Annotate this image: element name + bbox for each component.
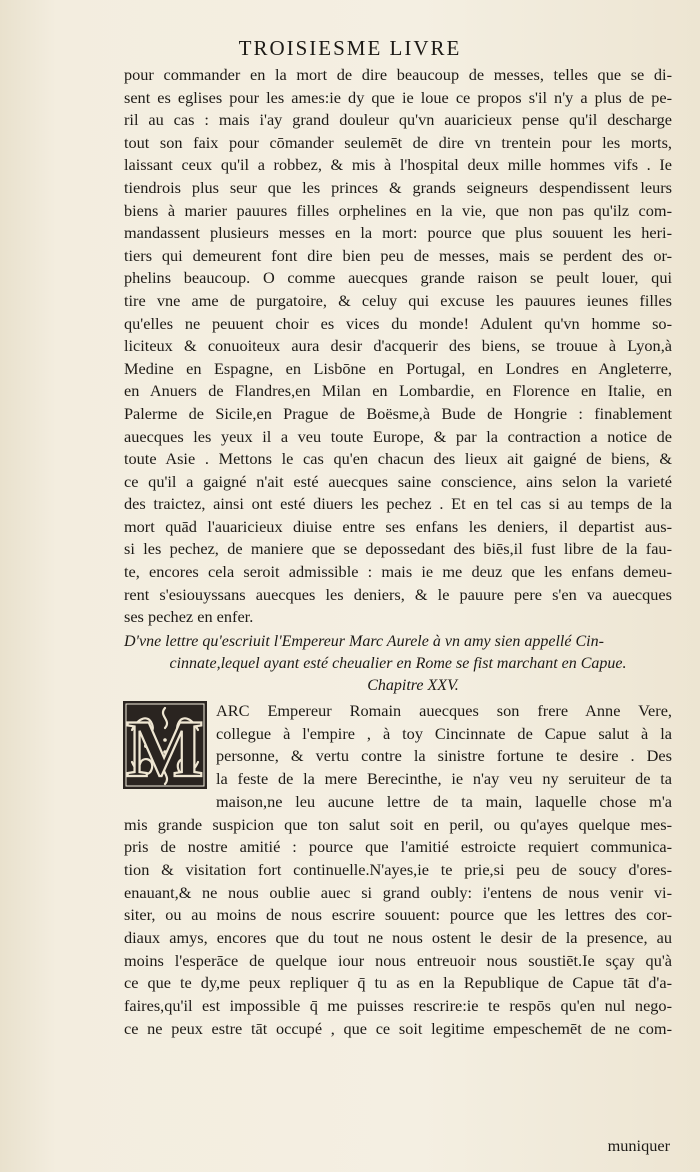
body-line: ce qu'il a gaigné n'ait esté auecques saine conscience, ains selon la varieté xyxy=(124,471,672,491)
running-head: TROISIESME LIVRE xyxy=(238,36,462,60)
body-line: tout son faix pour cōmander seulemēt de dire vn trentein pour les morts, xyxy=(124,132,672,152)
body-line: sent es eglises pour les ames:ie dy que ie loue ce propos s'il n'y a plus de pe- xyxy=(124,87,672,107)
body-line: ril au cas : mais i'ay grand douleur qu'vn auaricieux pense qu'il descharge xyxy=(124,110,672,130)
letter-text-block xyxy=(124,700,672,1041)
letter-line: la feste de la mere Berecinthe, ie n'ay veu ny seruiteur de ta xyxy=(216,769,672,789)
letter-line: ce que te dy,me peux repliquer q̄ tu as en la Republique de Capue tāt d'a- xyxy=(124,973,672,993)
body-line: pour commander en la mort de dire beaucoup de messes, telles que se di- xyxy=(124,65,672,84)
letter-line: siter, ou au moins de nous escrire souuent: pource que les lettres des cor- xyxy=(124,905,672,925)
body-line: qu'elles ne peuuent choir es vices du monde! Adulent qu'vn homme so- xyxy=(124,313,672,333)
letter-line: ce ne peux estre tāt occupé , que ce soit legitime empeschemēt de ne com- xyxy=(124,1018,672,1038)
catchword: muniquer xyxy=(607,1136,670,1155)
body-line: tiers qui demeurent font dire bien peu de messes, mais se perdent des or- xyxy=(124,245,672,265)
body-line: en Anuers de Flandres,en Milan en Lombardie, en Florence en Italie, en xyxy=(124,381,672,401)
letter-line: personne, & vertu contre la sinistre fortune te desire . Des xyxy=(216,746,672,766)
body-line: tiendrois plus seur que les princes & grands seigneurs despendissent leurs xyxy=(124,177,672,197)
letter-line: pris de nostre amitié : pource que l'amitié estroicte requiert communica- xyxy=(124,837,672,857)
body-line: te, encores cela seroit admissible : mais ie me deuz que les enfans demeu- xyxy=(124,562,672,582)
body-line: biens à marier pauures filles orphelines en la vie, que non pas qu'ilz com- xyxy=(124,200,672,220)
body-line: mort quād l'auaricieux diuise entre ses enfans les deniers, il departist aus- xyxy=(124,516,672,536)
letter-line: faires,qu'il est impossible q̄ me puisses rescrire:ie te respōs qu'en nul nego- xyxy=(124,996,672,1016)
letter-line: collegue à l'empire , à toy Cincinnate de Capue salut à la xyxy=(216,723,672,743)
body-line: tire vne ame de purgatoire, & celuy qui excuse les pauures ieunes filles xyxy=(124,290,672,310)
letter-line: diaux amys, encores que du tout ne nous ostent le desir de la presence, au xyxy=(124,928,672,948)
chapter-number: Chapitre XXV. xyxy=(367,677,459,694)
body-line: des traictez, ainsi ont esté diuers les pechez . Et en tel cas si au temps de la xyxy=(124,494,672,514)
letter-line: mis grande suspicion que ton salut soit en peril, ou qu'ayes quelque mes- xyxy=(124,814,672,834)
chapter-heading xyxy=(124,631,672,697)
drop-cap-letter: M xyxy=(126,703,204,790)
chapter-heading-line-1: D'vne lettre qu'escriuit l'Empereur Marc Aurele à vn amy sien appellé Cin- xyxy=(124,633,604,650)
body-line: ses pechez en enfer. xyxy=(124,607,254,627)
body-line: phelins beaucoup. O comme auecques grande raison se peult louer, qui xyxy=(124,268,672,288)
body-line: mandassent plusieurs messes en la mort: pource que plus souuent les heri- xyxy=(124,223,672,243)
body-line: Medine en Espagne, en Lisbōne en Portugal, en Londres en Angleterre, xyxy=(124,358,672,378)
letter-line: moins l'esperāce de quelque iour nous entreuoir nous soustiēt.Ie sçay qu'à xyxy=(124,950,672,970)
letter-opening-line: ARC Empereur Romain auecques son frere Anne Vere, xyxy=(216,701,672,720)
body-line: laissant ceux qu'il a robbez, & mis à l'hospital deux mille hommes vifs . Ie xyxy=(124,155,672,175)
letter-line: maison,ne leu aucune lettre de ta main, laquelle chose m'a xyxy=(216,791,672,811)
body-line: si les pechez, de maniere que se depossedant des biēs,il fust libre de la fau- xyxy=(124,539,672,559)
body-text-block xyxy=(124,64,672,629)
letter-line: tion & visitation fort continuelle.N'ayes,ie te prie,si peu de soucy d'ores- xyxy=(124,859,672,879)
body-line: auecques les yeux il a veu toute Europe, & par la contraction a notice de xyxy=(124,426,672,446)
letter-line: enauant,& ne nous oublie auec si grand oubly: i'entens de nous venir vi- xyxy=(124,882,672,902)
body-line: liciteux & conuoiteux aura desir d'acquerir des biens, se trouue à Lyon,à xyxy=(124,336,672,356)
body-line: Palerme de Sicile,en Prague de Boësme,à Bude de Hongrie : finablement xyxy=(124,403,672,423)
body-line: rent s'esiouyssans auecques les deniers, & le pauure pere s'en va auecques xyxy=(124,584,672,604)
chapter-heading-line-2: cinnate,lequel ayant esté cheualier en Rome se fist marchant en Capue. xyxy=(169,655,627,672)
body-line: toute Asie . Mettons le cas qu'en chacun des lieux ait gaigné de biens, & xyxy=(124,449,672,469)
